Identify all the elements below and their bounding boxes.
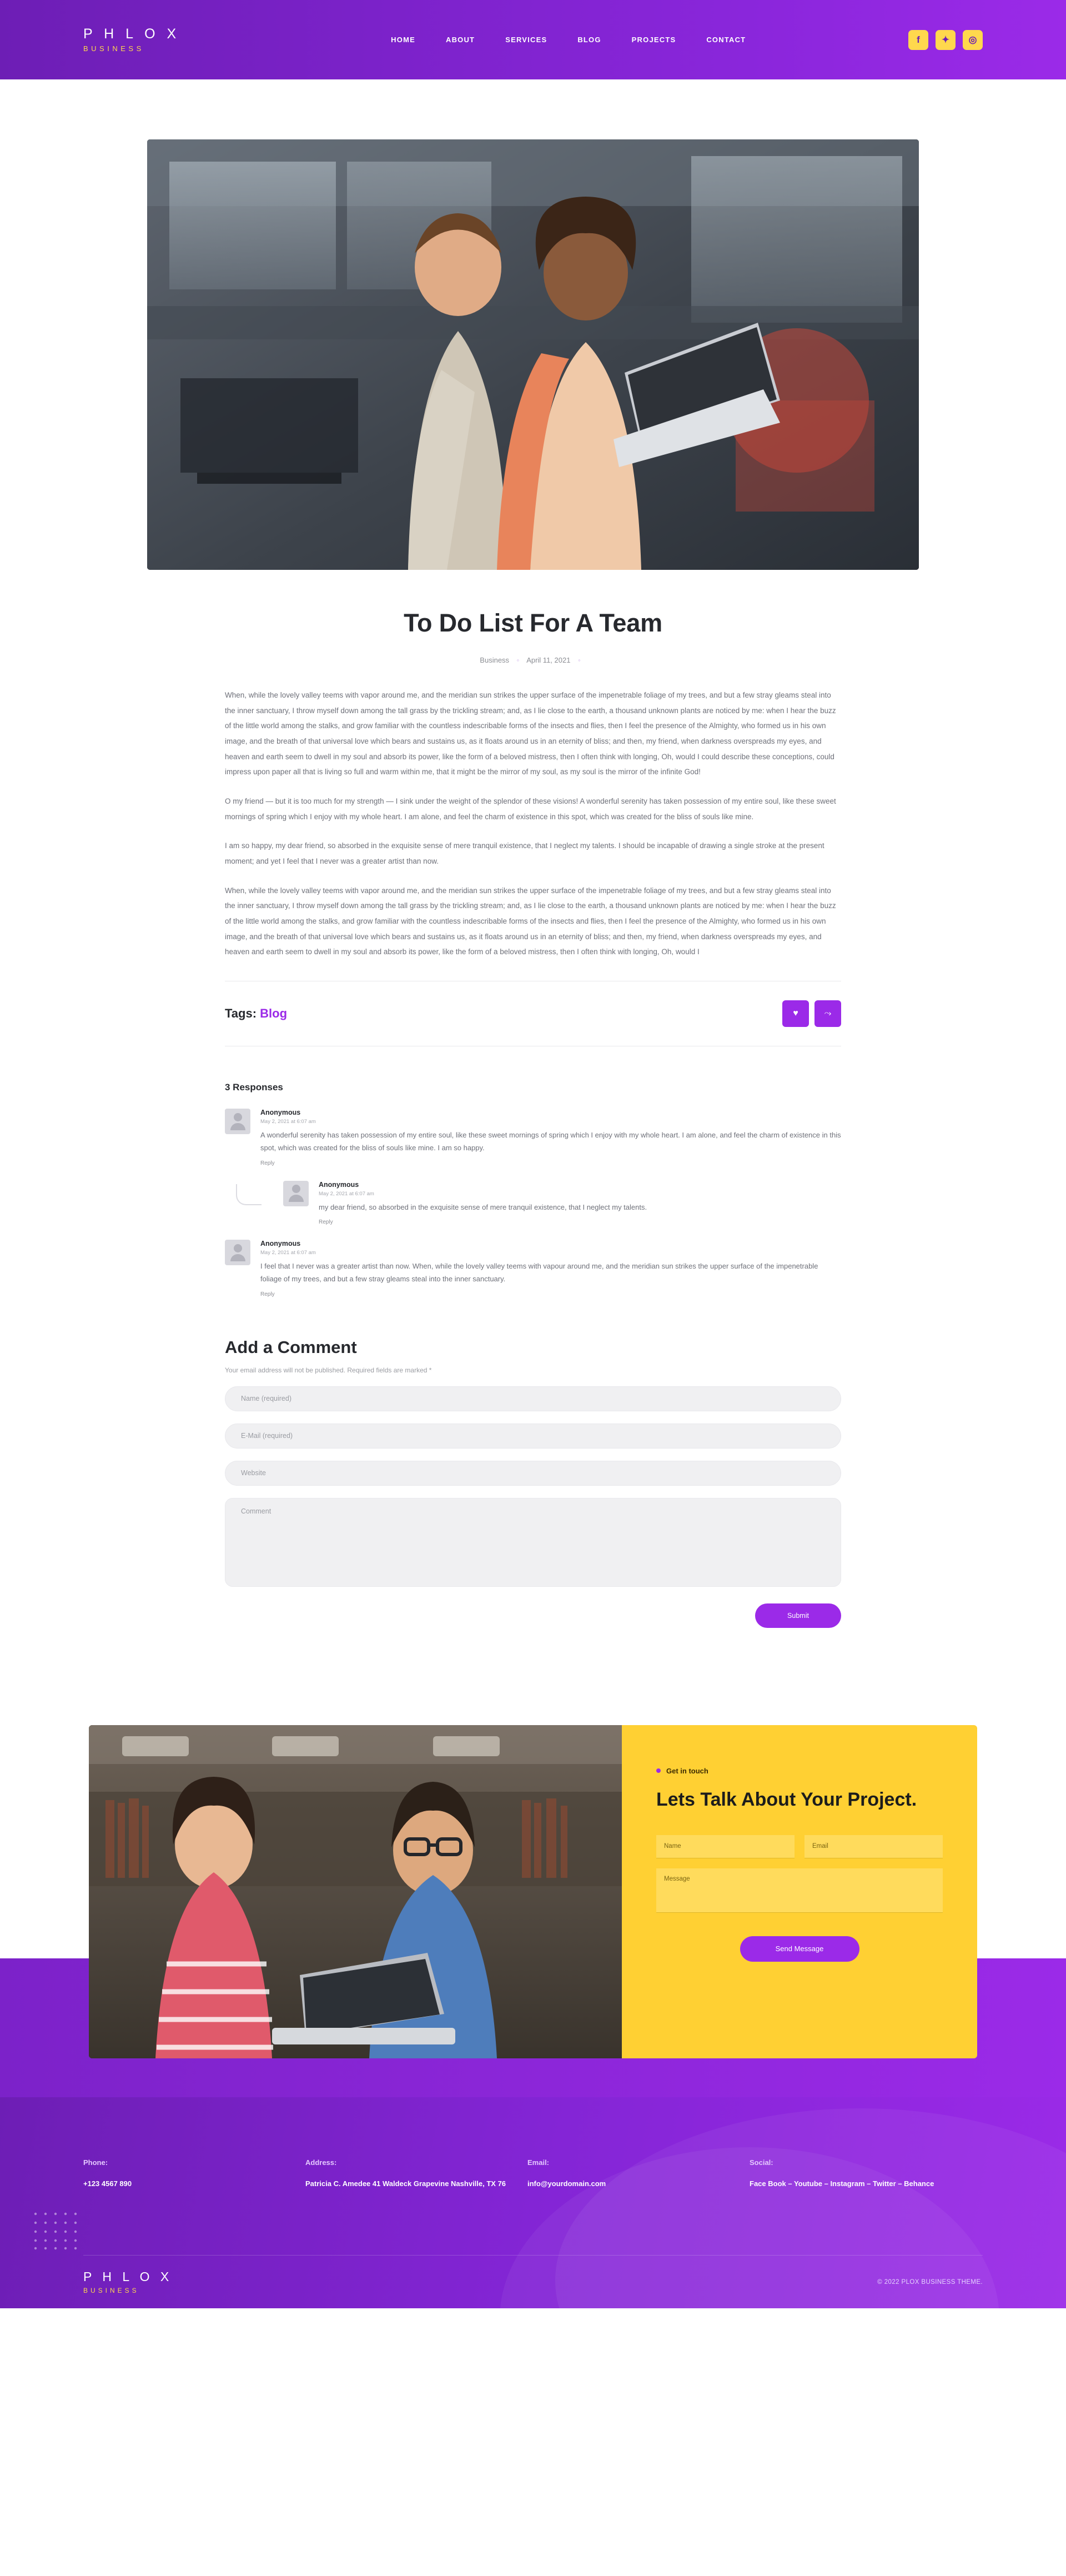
footer-bottom-bar	[83, 2255, 983, 2308]
site-header	[0, 0, 1066, 79]
post-meta	[0, 656, 1066, 664]
tag-link-blog[interactable]: Blog	[260, 1006, 288, 1021]
comment-author: Anonymous	[260, 1109, 301, 1117]
footer-email-title: Email:	[527, 2158, 550, 2167]
footer-social-title: Social:	[750, 2158, 773, 2167]
page-content	[0, 139, 1066, 2097]
nav-item-home[interactable]: HOME	[391, 36, 415, 44]
tags-label	[225, 1006, 287, 1021]
footer-address-value: Patricia C. Amedee 41 Waldeck Grapevine Nashville, TX 76	[305, 2179, 506, 2188]
comment-reply-link[interactable]: Reply	[260, 1291, 275, 1297]
comment-date: May 2, 2021 at 6:07 am	[260, 1119, 316, 1125]
nav-item-contact[interactable]: CONTACT	[706, 36, 746, 44]
footer-logo[interactable]	[83, 2271, 173, 2294]
avatar	[283, 1181, 309, 1206]
cta-name-field[interactable]: Name	[656, 1835, 795, 1858]
footer-column-address	[305, 2158, 527, 2189]
footer-phone-title: Phone:	[83, 2158, 108, 2167]
avatar	[225, 1240, 250, 1265]
comment-reply-link[interactable]: Reply	[319, 1219, 333, 1226]
footer-phone-value[interactable]: +123 4567 890	[83, 2179, 132, 2188]
footer-address-title: Address:	[305, 2158, 337, 2167]
post-actions	[782, 1000, 841, 1027]
comment-item	[225, 1109, 841, 1166]
footer-social-value[interactable]: Face Book – Youtube – Instagram – Twitter – Behance	[750, 2179, 934, 2188]
comment-date: May 2, 2021 at 6:07 am	[260, 1250, 316, 1256]
comment-author: Anonymous	[260, 1240, 301, 1248]
cta-heading: Lets Talk About Your Project.	[656, 1788, 917, 1810]
cta-image	[89, 1725, 622, 2058]
nav-item-projects[interactable]: PROJECTS	[631, 36, 676, 44]
site-footer	[0, 2097, 1066, 2308]
add-comment-note: Your email address will not be published. Required fields are marked *	[225, 1366, 432, 1374]
like-button[interactable]: ♥	[782, 1000, 809, 1027]
post-paragraph-4: When, while the lovely valley teems with vapor around me, and the meridian sun strikes the upper surface of the impenetrable foliage of my trees, and but a few stray gleams steal into the inner sanctuary, I throw myself down among the tall grass by the trickling stream; and, as I lie close to the earth, a thousand unknown plants are noticed by me: when I hear the buzz of the little world among the stalks, and grow familiar with the countless indescribable forms of the insects and flies, then I feel the presence of the Almighty, who formed us in his own image, and the breath of that universal love which bears and sustains us, as it floats around us in an eternity of bliss; and then, my friend, when darkness overspreads my eyes, and heaven and earth seem to dwell in my soul and absorb its power, like the form of a beloved mistress, then I often think with longing, Oh, would I	[225, 886, 836, 956]
logo-secondary-text: BUSINESS	[83, 44, 144, 53]
cta-message-field[interactable]: Message	[656, 1868, 943, 1913]
twitter-icon[interactable]: ✦	[936, 30, 956, 50]
responses-count: 3 Responses	[225, 1082, 283, 1093]
cta-email-field[interactable]: Email	[804, 1835, 943, 1858]
copyright-text: © 2022 PLOX BUSINESS THEME.	[877, 2278, 983, 2286]
send-message-button[interactable]: Send Message	[740, 1936, 859, 1962]
post-featured-image	[147, 139, 919, 570]
post-paragraph-3: I am so happy, my dear friend, so absorbed in the exquisite sense of mere tranquil existence, that I neglect my talents. I should be incapable of drawing a single stroke at the present moment; and yet I feel that I never was a greater artist than now.	[225, 841, 824, 866]
meta-separator-right: ◦	[578, 656, 581, 664]
tags-row	[225, 981, 841, 1046]
main-navigation	[391, 36, 746, 44]
footer-column-phone	[83, 2158, 305, 2189]
contact-cta-section	[0, 1725, 1066, 2097]
header-social-links	[908, 30, 983, 50]
comment-item-nested	[283, 1181, 841, 1226]
footer-logo-secondary-text: BUSINESS	[83, 2286, 139, 2294]
submit-button[interactable]: Submit	[755, 1603, 841, 1628]
cta-contact-form	[622, 1725, 977, 2058]
footer-column-email	[527, 2158, 750, 2189]
comment-textarea[interactable]: Comment	[225, 1498, 841, 1587]
facebook-icon[interactable]: f	[908, 30, 928, 50]
post-paragraph-2: O my friend — but it is too much for my strength — I sink under the weight of the splendor of these visions! A wonderful serenity has taken possession of my entire soul, like these sweet mornings of spring which I enjoy with my whole heart. I am alone, and feel the charm of existence in this spot, which was created for the bliss of souls like mine.	[225, 797, 836, 821]
comment-date: May 2, 2021 at 6:07 am	[319, 1190, 374, 1197]
logo-primary-text: P H L O X	[83, 26, 180, 42]
comments-section	[225, 1082, 841, 1297]
post-category[interactable]: Business	[480, 656, 510, 664]
tags-label-text: Tags:	[225, 1006, 257, 1021]
reply-thread-connector-icon	[236, 1184, 262, 1205]
instagram-icon[interactable]: ◎	[963, 30, 983, 50]
dots-decoration-icon	[33, 2212, 87, 2251]
bullet-dot-icon	[656, 1768, 661, 1773]
footer-logo-primary-text: P H L O X	[83, 2269, 173, 2284]
email-field[interactable]: E-Mail (required)	[225, 1424, 841, 1449]
share-button[interactable]: ⤳	[814, 1000, 841, 1027]
footer-columns	[83, 2158, 983, 2189]
site-logo[interactable]	[83, 27, 180, 52]
cta-image-illustration	[89, 1725, 622, 2058]
nav-item-blog[interactable]: BLOG	[577, 36, 601, 44]
comment-author: Anonymous	[319, 1180, 359, 1189]
nav-item-services[interactable]: SERVICES	[505, 36, 547, 44]
featured-image-illustration	[147, 139, 919, 570]
nav-item-about[interactable]: ABOUT	[445, 36, 475, 44]
comment-text: A wonderful serenity has taken possession of my entire soul, like these sweet mornings of spring which I enjoy with my whole heart. I am alone, and feel the charm of existence in this spot, which was created for the bliss of souls like mine. I am so happy.	[260, 1131, 841, 1152]
cta-card	[89, 1725, 977, 2058]
page-title: To Do List For A Team	[404, 609, 662, 637]
post-date: April 11, 2021	[526, 656, 571, 664]
website-field[interactable]: Website	[225, 1461, 841, 1486]
footer-email-value[interactable]: info@yourdomain.com	[527, 2179, 606, 2188]
cta-eyebrow	[656, 1767, 943, 1775]
comment-text: my dear friend, so absorbed in the exquisite sense of mere tranquil existence, that I neglect my talents.	[319, 1202, 647, 1211]
avatar	[225, 1109, 250, 1134]
add-comment-form	[225, 1337, 841, 1628]
meta-separator-left: ◦	[516, 656, 520, 664]
cta-eyebrow-text: Get in touch	[666, 1766, 708, 1775]
add-comment-title: Add a Comment	[225, 1337, 357, 1357]
comment-item	[225, 1240, 841, 1297]
footer-column-social	[750, 2158, 972, 2189]
post-body	[225, 688, 841, 960]
post-paragraph-1: When, while the lovely valley teems with vapor around me, and the meridian sun strikes the upper surface of the impenetrable foliage of my trees, and but a few stray gleams steal into the inner sanctuary, I throw myself down among the tall grass by the trickling stream; and, as I lie close to the earth, a thousand unknown plants are noticed by me: when I hear the buzz of the little world among the stalks, and grow familiar with the countless indescribable forms of the insects and flies, then I feel the presence of the Almighty, who formed us in his own image, and the breath of that universal love which bears and sustains us, as it floats around us in an eternity of bliss; and then, my friend, when darkness overspreads my eyes, and heaven and earth seem to dwell in my soul and absorb its power, like the form of a beloved mistress, then I often think with longing, Oh, would I could describe these conceptions, could impress upon paper all that is living so full and warm within me, that it might be the mirror of my soul, as my soul is the mirror of the infinite God!	[225, 691, 836, 776]
name-field[interactable]: Name (required)	[225, 1386, 841, 1411]
comment-text: I feel that I never was a greater artist than now. When, while the lovely valley teems with vapour around me, and the meridian sun strikes the upper surface of the impenetrable foliage of my trees, and but a few stray gleams steal into the inner sanctuary.	[260, 1262, 818, 1284]
comment-reply-link[interactable]: Reply	[260, 1160, 275, 1166]
